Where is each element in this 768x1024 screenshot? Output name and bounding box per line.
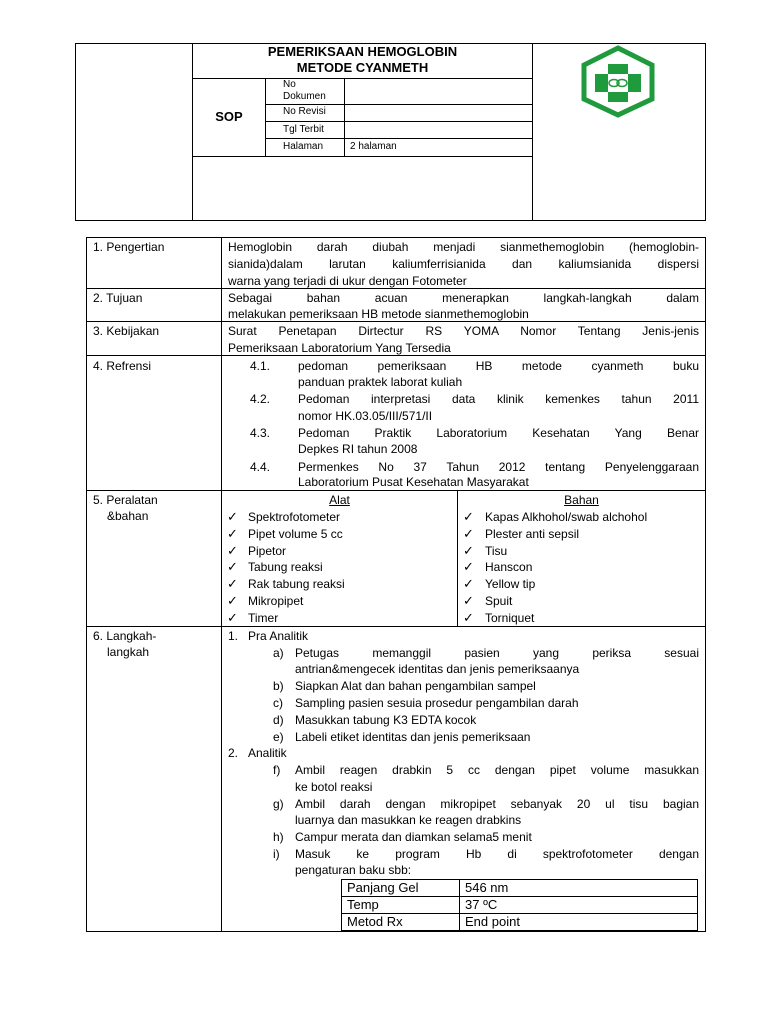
field-value-halaman: 2 halaman [350, 141, 397, 152]
pengertian-line-2: sianida)dalam larutan kaliumferrisianida dan kaliumsianida dispersi [228, 257, 699, 271]
checkmark-icon: ✓ [463, 559, 474, 574]
list-item: Yellow tip [485, 577, 536, 591]
label-line: &bahan [107, 509, 149, 523]
title-line-1: PEMERIKSAAN HEMOGLOBIN [267, 44, 458, 59]
title-line-2: METODE CYANMETH [296, 60, 429, 75]
document-title [193, 44, 532, 76]
setting-value: 37 ºC [465, 897, 498, 912]
phase-number: 1. [228, 629, 239, 643]
ref-line: nomor HK.03.05/III/571/II [298, 409, 433, 423]
list-item: Timer [248, 611, 279, 625]
checkmark-icon: ✓ [227, 509, 238, 524]
step-line: Masukkan tabung K3 EDTA kocok [295, 713, 477, 727]
ref-number: 4.1. [250, 359, 271, 373]
ref-number: 4.4. [250, 460, 271, 474]
section-label-peralatan [93, 492, 158, 524]
ref-line: Pedoman Praktik Laboratorium Kesehatan Yang Benar [298, 426, 699, 440]
section-label-kebijakan: 3. Kebijakan [93, 324, 160, 338]
step-line: Sampling pasien sesuia prosedur pengambilan darah [295, 696, 579, 710]
step-letter: i) [273, 847, 280, 861]
checkmark-icon: ✓ [463, 610, 474, 625]
list-item: Plester anti sepsil [485, 527, 580, 541]
health-cross-logo-icon [578, 44, 658, 118]
bahan-header: Bahan [564, 493, 599, 507]
ref-line: Pedoman interpretasi data klinik kemenkes tahun 2011 [298, 392, 699, 406]
section-label-refrensi: 4. Refrensi [93, 359, 152, 373]
label-line: 6. Langkah- [93, 629, 157, 643]
step-letter: f) [273, 763, 281, 777]
checkmark-icon: ✓ [227, 610, 238, 625]
field-label-no-revisi: No Revisi [283, 106, 326, 117]
label-line: 5. Peralatan [93, 493, 158, 507]
section-label-tujuan: 2. Tujuan [93, 291, 143, 305]
step-line: Ambil reagen drabkin 5 cc dengan pipet volume masukkan [295, 763, 699, 777]
checkmark-icon: ✓ [227, 593, 238, 608]
list-item: Pipetor [248, 544, 287, 558]
step-letter: d) [273, 713, 284, 727]
setting-value: 546 nm [465, 880, 509, 895]
checkmark-icon: ✓ [463, 593, 474, 608]
field-label-halaman: Halaman [283, 141, 324, 152]
setting-param: Metod Rx [347, 914, 403, 929]
sop-label: SOP [215, 109, 243, 124]
checkmark-icon: ✓ [227, 526, 238, 541]
list-item: Rak tabung reaksi [248, 577, 345, 591]
step-line: antrian&mengecek identitas dan jenis pemeriksaanya [295, 662, 580, 676]
tujuan-line-1: Sebagai bahan acuan menerapkan langkah-langkah dalam [228, 291, 699, 305]
step-letter: c) [273, 696, 283, 710]
step-line: Campur merata dan diamkan selama5 menit [295, 830, 532, 844]
list-item: Spektrofotometer [248, 510, 341, 524]
step-line: ke botol reaksi [295, 780, 373, 794]
checkmark-icon: ✓ [463, 576, 474, 591]
phase-number: 2. [228, 746, 239, 760]
setting-value: End point [465, 914, 520, 929]
step-line: Labeli etiket identitas dan jenis pemeriksaan [295, 730, 531, 744]
list-item: Kapas Alkhohol/swab alchohol [485, 510, 648, 524]
pengertian-line-3: warna yang terjadi di ukur dengan Fotometer [228, 274, 467, 288]
ref-line: Depkes RI tahun 2008 [298, 442, 418, 456]
field-label-no-dokumen [283, 79, 326, 103]
step-letter: b) [273, 679, 284, 693]
field-label-tgl-terbit: Tgl Terbit [283, 124, 324, 135]
checkmark-icon: ✓ [463, 543, 474, 558]
setting-param: Panjang Gel [347, 880, 419, 895]
ref-line: Permenkes No 37 Tahun 2012 tentang Penyelenggaraan [298, 460, 699, 474]
section-label-langkah [93, 628, 156, 660]
field-label-line: Dokumen [283, 91, 326, 102]
setting-param: Temp [347, 897, 379, 912]
checkmark-icon: ✓ [227, 576, 238, 591]
ref-line: Laboratorium Pusat Kesehatan Masyarakat [298, 475, 529, 489]
ref-number: 4.3. [250, 426, 271, 440]
list-item: Tisu [485, 544, 508, 558]
step-letter: e) [273, 730, 284, 744]
section-label-pengertian: 1. Pengertian [93, 240, 165, 254]
phase-title-pra-analitik: Pra Analitik [248, 629, 309, 643]
tujuan-line-2: melakukan pemeriksaan HB metode sianmethemoglobin [228, 307, 529, 321]
kebijakan-line-1: Surat Penetapan Dirtectur RS YOMA Nomor Tentang Jenis-jenis [228, 324, 699, 338]
ref-number: 4.2. [250, 392, 271, 406]
list-item: Pipet volume 5 cc [248, 527, 343, 541]
step-line: pengaturan baku sbb: [295, 863, 412, 877]
list-item: Torniquet [485, 611, 535, 625]
ref-line: panduan praktek laborat kuliah [298, 375, 463, 389]
step-line: luarnya dan masukkan ke reagen drabkins [295, 813, 522, 827]
checkmark-icon: ✓ [227, 543, 238, 558]
phase-title-analitik: Analitik [248, 746, 287, 760]
label-line: langkah [107, 645, 150, 659]
list-item: Tabung reaksi [248, 560, 323, 574]
step-letter: g) [273, 797, 284, 811]
step-line: Siapkan Alat dan bahan pengambilan sampel [295, 679, 536, 693]
step-line: Masuk ke program Hb di spektrofotometer dengan [295, 847, 699, 861]
checkmark-icon: ✓ [463, 526, 474, 541]
list-item: Hanscon [485, 560, 533, 574]
step-line: Ambil darah dengan mikropipet sebanyak 20 ul tisu bagian [295, 797, 699, 811]
alat-header: Alat [329, 493, 350, 507]
kebijakan-line-2: Pemeriksaan Laboratorium Yang Tersedia [228, 341, 451, 355]
field-label-line: No [283, 79, 296, 90]
list-item: Mikropipet [248, 594, 304, 608]
step-letter: a) [273, 646, 284, 660]
list-item: Spuit [485, 594, 513, 608]
step-letter: h) [273, 830, 284, 844]
checkmark-icon: ✓ [227, 559, 238, 574]
step-line: Petugas memanggil pasien yang periksa sesuai [295, 646, 699, 660]
checkmark-icon: ✓ [463, 509, 474, 524]
pengertian-line-1: Hemoglobin darah diubah menjadi sianmethemoglobin (hemoglobin- [228, 240, 699, 254]
ref-line: pedoman pemeriksaan HB metode cyanmeth buku [298, 359, 699, 373]
